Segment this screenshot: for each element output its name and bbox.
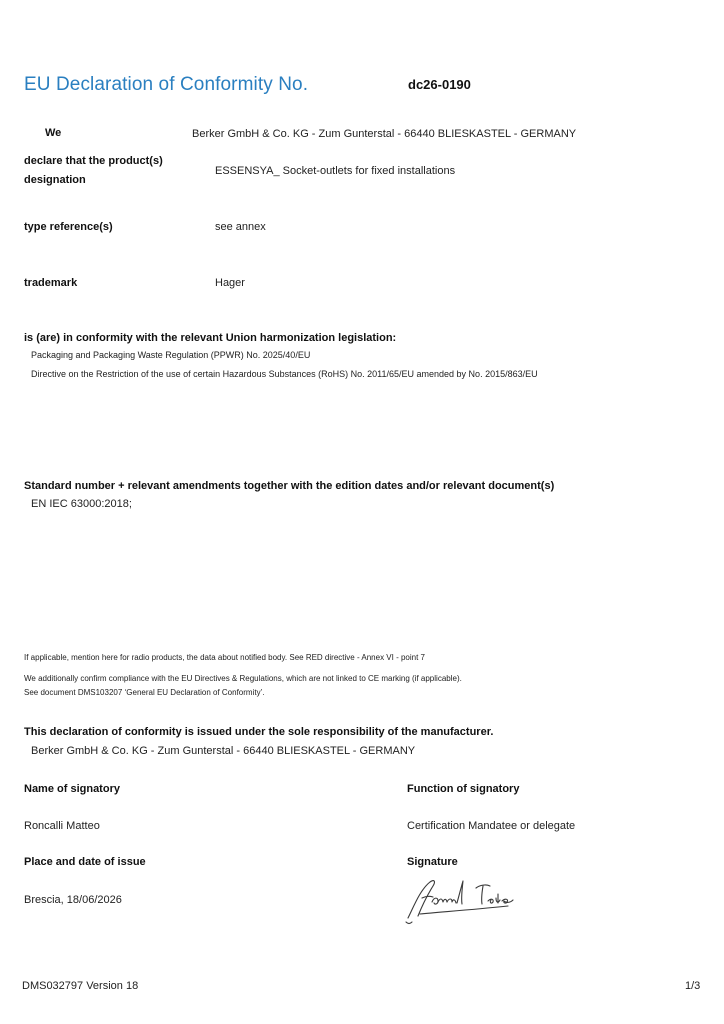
- legislation-item: Directive on the Restriction of the use of certain Hazardous Substances (RoHS) No. 2011/65/EU amended by No. 2015/863/EU: [31, 369, 538, 379]
- standards-value: EN IEC 63000:2018;: [31, 498, 132, 510]
- product-label-line1: declare that the product(s): [24, 155, 163, 167]
- place-date-value: Brescia, 18/06/2026: [24, 894, 122, 906]
- radio-note: If applicable, mention here for radio products, the data about notified body. See RED directive - Annex VI - point 7: [24, 653, 425, 662]
- standards-heading: Standard number + relevant amendments together with the edition dates and/or relevant document(s): [24, 480, 555, 492]
- declaration-number: dc26-0190: [408, 77, 471, 92]
- product-designation-value: ESSENSYA_ Socket-outlets for fixed installations: [215, 165, 456, 177]
- trademark-label: trademark: [24, 277, 78, 289]
- signature-label: Signature: [407, 856, 458, 868]
- trademark-value: Hager: [215, 277, 245, 289]
- general-declaration-reference: See document DMS103207 ‘General EU Declaration of Conformity’.: [24, 688, 265, 697]
- handwritten-signature: [400, 872, 520, 928]
- type-reference-label: type reference(s): [24, 221, 113, 233]
- responsibility-manufacturer: Berker GmbH & Co. KG - Zum Gunterstal - 66440 BLIESKASTEL - GERMANY: [31, 745, 416, 757]
- place-date-label: Place and date of issue: [24, 856, 146, 868]
- page-number: 1/3: [685, 980, 701, 992]
- signatory-function-label: Function of signatory: [407, 783, 520, 795]
- document-reference: DMS032797 Version 18: [22, 980, 139, 992]
- legislation-item: Packaging and Packaging Waste Regulation (PPWR) No. 2025/40/EU: [31, 350, 311, 360]
- product-label-line2: designation: [24, 174, 86, 186]
- manufacturer-label: We: [45, 127, 62, 139]
- manufacturer-value: Berker GmbH & Co. KG - Zum Gunterstal - 66440 BLIESKASTEL - GERMANY: [192, 128, 577, 140]
- signatory-name-value: Roncalli Matteo: [24, 820, 100, 832]
- signatory-name-label: Name of signatory: [24, 783, 120, 795]
- additional-compliance-note: We additionally confirm compliance with the EU Directives & Regulations, which are not linked to CE marking (if applicable).: [24, 674, 462, 683]
- document-title: EU Declaration of Conformity No.: [24, 74, 309, 95]
- responsibility-heading: This declaration of conformity is issued under the sole responsibility of the manufacturer.: [24, 726, 494, 738]
- signatory-function-value: Certification Mandatee or delegate: [407, 820, 576, 832]
- legislation-heading: is (are) in conformity with the relevant Union harmonization legislation:: [24, 332, 397, 344]
- type-reference-value: see annex: [215, 221, 266, 233]
